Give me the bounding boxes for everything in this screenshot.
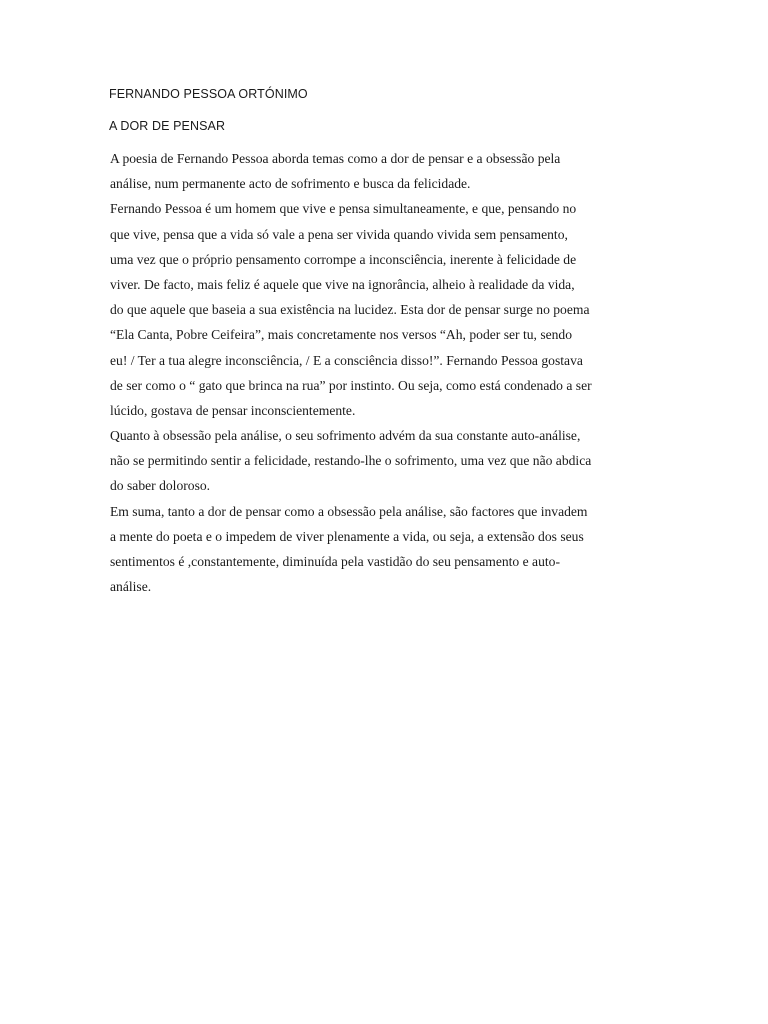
text-line: análise. (110, 579, 152, 595)
text-line: Quanto à obsessão pela análise, o seu sofrimento advém da sua constante auto-análise, (110, 428, 581, 444)
text-line: Em suma, tanto a dor de pensar como a obsessão pela análise, são factores que invadem (110, 503, 588, 519)
text-line: Fernando Pessoa é um homem que vive e pensa simultaneamente, e que, pensando no (110, 201, 577, 217)
text-line: do que aquele que baseia a sua existência na lucidez. Esta dor de pensar surge no poema (110, 302, 590, 318)
text-line: que vive, pensa que a vida só vale a pena ser vivida quando vivida sem pensamento, (110, 226, 568, 242)
text-line: uma vez que o próprio pensamento corrompe a inconsciência, inerente à felicidade de (110, 251, 577, 267)
document-subtitle: A DOR DE PENSAR (109, 119, 226, 133)
text-line: sentimentos é ,constantemente, diminuída pela vastidão do seu pensamento e auto- (110, 554, 560, 569)
text-line: análise, num permanente acto de sofrimento e busca da felicidade. (110, 176, 471, 192)
text-line: não se permitindo sentir a felicidade, restando-lhe o sofrimento, uma vez que não abdica (110, 453, 592, 469)
document-title: FERNANDO PESSOA ORTÓNIMO (109, 87, 308, 101)
document-body (110, 146, 670, 599)
text-line: viver. De facto, mais feliz é aquele que vive na ignorância, alheio à realidade da vida, (110, 276, 575, 292)
text-line: de ser como o “ gato que brinca na rua” por instinto. Ou seja, como está condenado a ser (110, 377, 592, 393)
text-line: “Ela Canta, Pobre Ceifeira”, mais concretamente nos versos “Ah, poder ser tu, sendo (110, 327, 573, 343)
text-line: do saber doloroso. (110, 478, 211, 494)
text-line: a mente do poeta e o impedem de viver plenamente a vida, ou seja, a extensão dos seus (110, 528, 584, 544)
text-line: eu! / Ter a tua alegre inconsciência, / E a consciência disso!”. Fernando Pessoa gostava (110, 352, 583, 368)
text-line: lúcido, gostava de pensar inconscientemente. (110, 402, 356, 418)
text-line: A poesia de Fernando Pessoa aborda temas como a dor de pensar e a obsessão pela (110, 151, 561, 166)
